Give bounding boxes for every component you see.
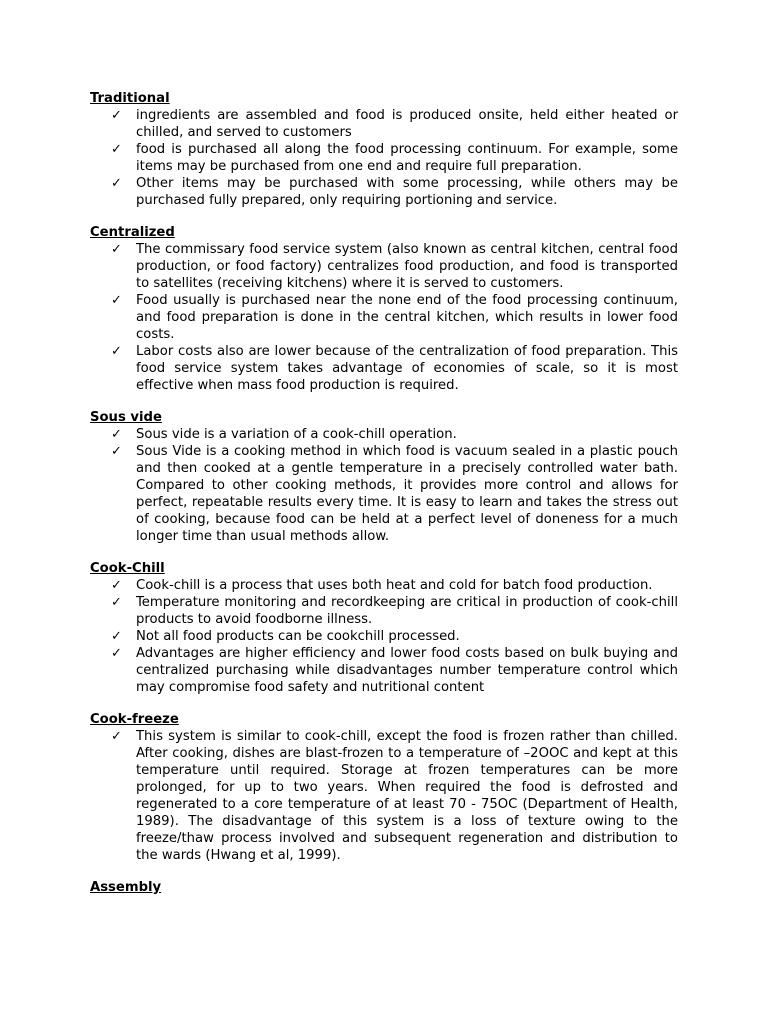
list-item: [90, 241, 678, 292]
list-item-text: Not all food products can be cookchill processed.: [136, 629, 460, 644]
list-item: [90, 645, 678, 696]
list-item: [90, 628, 678, 645]
check-icon: ✓: [111, 242, 122, 257]
document-page: [90, 90, 678, 911]
list-item: [90, 728, 678, 864]
check-icon: ✓: [111, 629, 122, 644]
check-icon: ✓: [111, 427, 122, 442]
list-item-text: The commissary food service system (also known as central kitchen, central food production, or food factory) centralizes food production, and food is transported to satellites (receiving kitchens) where it is served to customers.: [136, 242, 678, 291]
list-item-text: Sous vide is a variation of a cook-chill operation.: [136, 427, 457, 442]
list-item: [90, 141, 678, 175]
check-icon: ✓: [111, 729, 122, 744]
list-item-text: This system is similar to cook-chill, except the food is frozen rather than chilled. After cooking, dishes are blast-frozen to a temperature of –2OOC and kept at this temperature until required. Storage at frozen temperatures can be more prolonged, for up to two years. When required the food is defrosted and regenerated to a core temperature of at least 70 - 75OC (Department of Health, 1989). The disadvantage of this system is a loss of texture owing to the freeze/thaw process involved and subsequent regeneration and distribution to the wards (Hwang et al, 1999).: [136, 729, 678, 863]
check-icon: ✓: [111, 444, 122, 459]
section-sous-vide: [90, 409, 678, 545]
list-item: [90, 175, 678, 209]
section-assembly: [90, 879, 678, 896]
list-item-text: Temperature monitoring and recordkeeping are critical in production of cook-chill products to avoid foodborne illness.: [136, 595, 678, 627]
list-item-text: Food usually is purchased near the none end of the food processing continuum, and food preparation is done in the central kitchen, which results in lower food costs.: [136, 293, 678, 342]
check-icon: ✓: [111, 595, 122, 610]
list-item-text: ingredients are assembled and food is produced onsite, held either heated or chilled, and served to customers: [136, 108, 678, 140]
section-heading: Traditional: [90, 91, 170, 106]
list-item: [90, 292, 678, 343]
section-heading: Cook-Chill: [90, 561, 165, 576]
list-item-text: Sous Vide is a cooking method in which food is vacuum sealed in a plastic pouch and then cooked at a gentle temperature in a precisely controlled water bath. Compared to other cooking methods, it provides more control and allows for perfect, repeatable results every time. It is easy to learn and takes the stress out of cooking, because food can be held at a perfect level of doneness for a much longer time than usual methods allow.: [136, 444, 678, 544]
list-item-text: Labor costs also are lower because of the centralization of food preparation. This food service system takes advantage of economies of scale, so it is most effective when mass food production is required.: [136, 344, 678, 393]
section-cook-freeze: [90, 711, 678, 864]
list-item-text: food is purchased all along the food processing continuum. For example, some items may be purchased from one end and require full preparation.: [136, 142, 678, 174]
section-heading: Assembly: [90, 880, 162, 895]
section-heading: Cook-freeze: [90, 712, 179, 727]
list-item-text: Advantages are higher efficiency and lower food costs based on bulk buying and centralized purchasing while disadvantages number temperature control which may compromise food safety and nutritional content: [136, 646, 678, 695]
list-item: [90, 594, 678, 628]
list-item-text: Cook-chill is a process that uses both heat and cold for batch food production.: [136, 578, 653, 593]
check-icon: ✓: [111, 142, 122, 157]
list-item: [90, 443, 678, 545]
section-heading: Centralized: [90, 225, 175, 240]
check-icon: ✓: [111, 293, 122, 308]
check-icon: ✓: [111, 176, 122, 191]
section-traditional: [90, 90, 678, 209]
list-item: [90, 426, 678, 443]
section-heading: Sous vide: [90, 410, 162, 425]
check-icon: ✓: [111, 344, 122, 359]
section-cook-chill: [90, 560, 678, 696]
list-item: [90, 577, 678, 594]
check-icon: ✓: [111, 646, 122, 661]
check-icon: ✓: [111, 108, 122, 123]
check-icon: ✓: [111, 578, 122, 593]
list-item-text: Other items may be purchased with some processing, while others may be purchased fully prepared, only requiring portioning and service.: [136, 176, 678, 208]
section-centralized: [90, 224, 678, 394]
list-item: [90, 343, 678, 394]
list-item: [90, 107, 678, 141]
